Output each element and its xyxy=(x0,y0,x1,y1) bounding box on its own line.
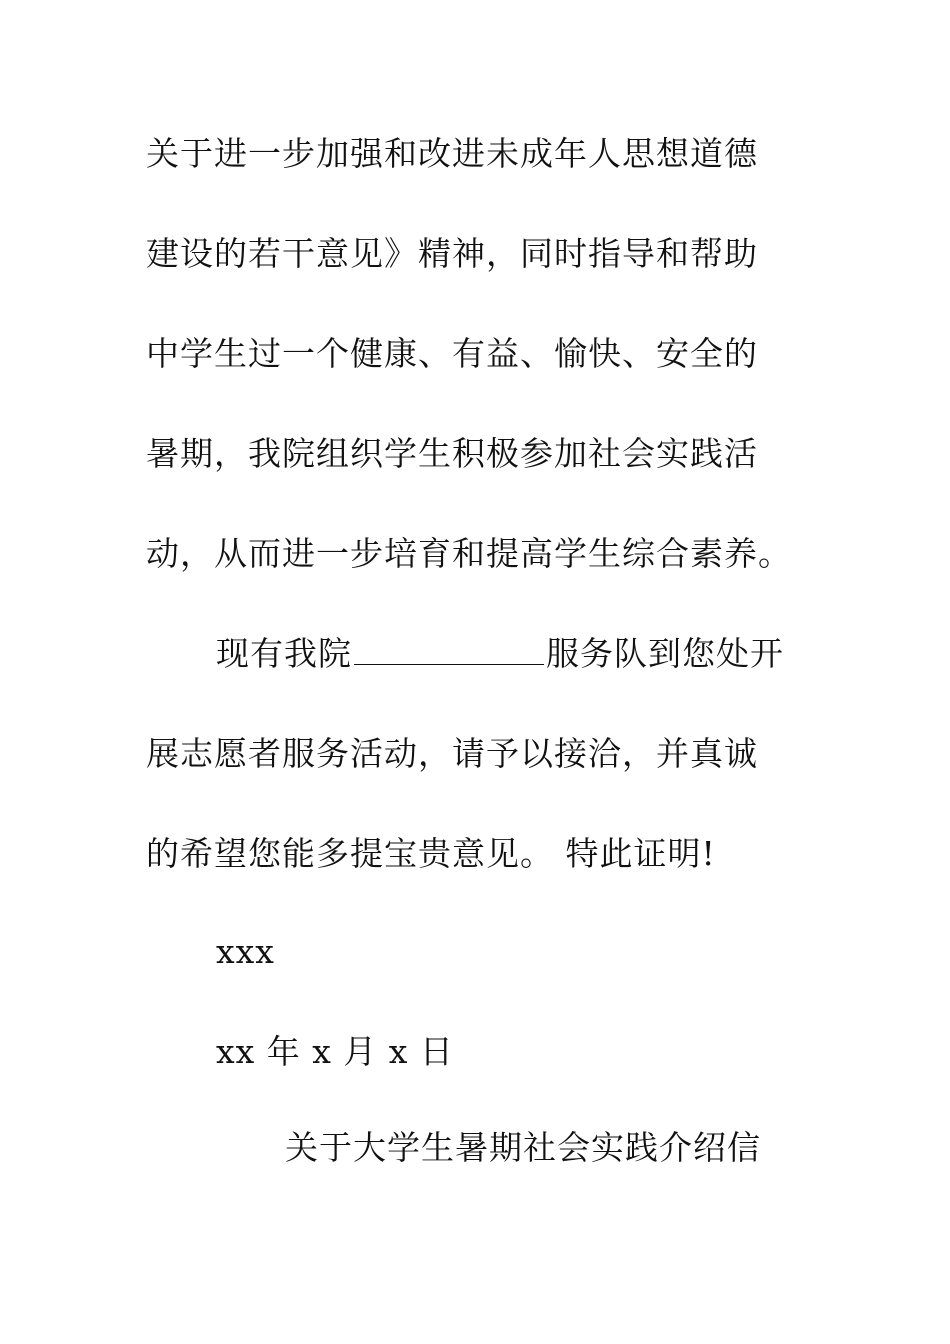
body-text-line: 的希望您能多提宝贵意见。 特此证明! xyxy=(146,834,716,873)
body-text-line: 中学生过一个健康、有益、愉快、安全的 xyxy=(146,334,758,373)
signature: xxx xyxy=(216,932,275,971)
section-title: 关于大学生暑期社会实践介绍信 xyxy=(285,1128,761,1167)
body-text-line: 暑期，我院组织学生积极参加社会实践活 xyxy=(146,434,758,473)
body-text-line: 建设的若干意见》精神，同时指导和帮助 xyxy=(146,234,758,273)
paragraph-2-trail-text: 服务队到您处开 xyxy=(546,634,784,673)
paragraph-2-lead-text: 现有我院 xyxy=(216,634,352,673)
body-text-line: 关于进一步加强和改进未成年人思想道德 xyxy=(146,134,758,173)
body-text-line: 展志愿者服务活动，请予以接洽，并真诚 xyxy=(146,734,758,773)
date-line: xx 年 x 月 x 日 xyxy=(216,1032,454,1071)
team-name-blank xyxy=(354,636,544,665)
paragraph-2-line-1 xyxy=(216,634,784,674)
body-text-line: 动，从而进一步培育和提高学生综合素养。 xyxy=(146,534,792,573)
